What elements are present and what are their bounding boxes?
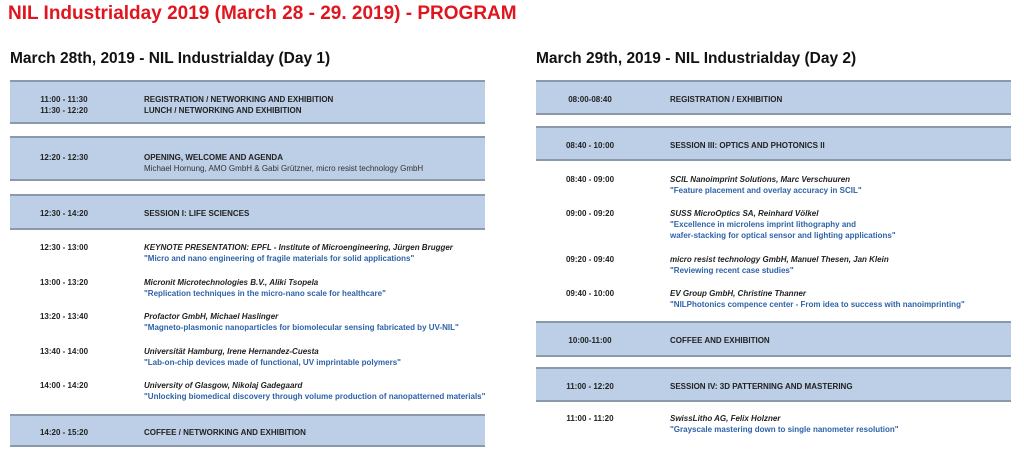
row-time: 10:00-11:00 <box>568 336 612 345</box>
day1-session1-band <box>10 194 485 230</box>
page-title: NIL Industrialday 2019 (March 28 - 29. 2019) - PROGRAM <box>8 3 517 24</box>
talk-speaker: SwissLitho AG, Felix Holzner <box>670 414 781 423</box>
talk-title: "Reviewing recent case studies" <box>670 266 794 275</box>
talk-time: 09:00 - 09:20 <box>565 209 615 218</box>
row-time: 08:40 - 10:00 <box>565 141 615 150</box>
row-time: 08:00-08:40 <box>568 95 612 104</box>
talk-speaker: micro resist technology GmbH, Manuel Thesen, Jan Klein <box>670 255 889 264</box>
row-label: REGISTRATION / NETWORKING AND EXHIBITION <box>144 95 334 104</box>
talk-title: "Micro and nano engineering of fragile materials for solid applications" <box>144 254 415 263</box>
row-label: OPENING, WELCOME AND AGENDA <box>144 153 283 162</box>
talk-time: 13:40 - 14:00 <box>39 347 89 356</box>
talk-speaker: Micronit Microtechnologies B.V., Aliki Tsopela <box>144 278 319 287</box>
row-label: SESSION III: OPTICS AND PHOTONICS II <box>670 141 825 150</box>
talk-title: "Excellence in microlens imprint lithography and <box>670 220 857 229</box>
day1-column <box>10 48 486 437</box>
talk-title: "Replication techniques in the micro-nano scale for healthcare" <box>144 289 386 298</box>
talk-title: "Feature placement and overlay accuracy in SCIL" <box>670 186 862 195</box>
day1-registration-band <box>10 80 485 124</box>
day2-registration-band <box>536 80 1011 115</box>
row-time: 11:30 - 12:20 <box>40 106 88 115</box>
talk-speaker: Profactor GmbH, Michael Haslinger <box>144 312 279 321</box>
row-time: 11:00 - 12:20 <box>566 382 614 391</box>
talk-title: "Lab-on-chip devices made of functional, UV imprintable polymers" <box>144 358 401 367</box>
talk-time: 13:00 - 13:20 <box>39 278 89 287</box>
row-label: LUNCH / NETWORKING AND EXHIBITION <box>144 106 302 115</box>
talk-time: 08:40 - 09:00 <box>565 175 615 184</box>
talk-time: 09:40 - 10:00 <box>565 289 615 298</box>
day1-heading: March 28th, 2019 - NIL Industrialday (Day 1) <box>10 50 331 67</box>
row-time: 12:20 - 12:30 <box>39 153 89 162</box>
day2-session4-band <box>536 367 1011 402</box>
row-label: COFFEE AND EXHIBITION <box>670 336 770 345</box>
talk-time: 14:00 - 14:20 <box>39 381 89 390</box>
day2-session3-band <box>536 126 1011 161</box>
talk-speaker: KEYNOTE PRESENTATION: EPFL - Institute of Microengineering, Jürgen Brugger <box>144 243 453 252</box>
talk-title-line2: wafer-stacking for optical sensor and lighting applications" <box>670 231 896 240</box>
day2-heading: March 29th, 2019 - NIL Industrialday (Day 2) <box>536 50 857 67</box>
row-label: SESSION IV: 3D PATTERNING AND MASTERING <box>670 382 853 391</box>
talk-speaker: SCIL Nanoimprint Solutions, Marc Verschuuren <box>670 175 851 184</box>
talk-title: "Magneto-plasmonic nanoparticles for biomolecular sensing fabricated by UV-NIL" <box>144 323 459 332</box>
day2-coffee-band <box>536 321 1011 357</box>
talk-speaker: SUSS MicroOptics SA, Reinhard Völkel <box>670 209 819 218</box>
day1-coffee-band <box>10 414 485 447</box>
talk-title: "Grayscale mastering down to single nanometer resolution" <box>670 425 899 434</box>
row-time: 14:20 - 15:20 <box>39 428 89 437</box>
row-time: 12:30 - 14:20 <box>39 209 89 218</box>
row-label: REGISTRATION / EXHIBITION <box>670 95 783 104</box>
talk-title: "Unlocking biomedical discovery through volume production of nanopatterned materials" <box>144 392 486 401</box>
talk-title: "NILPhotonics compence center - From idea to success with nanoimprinting" <box>670 300 965 309</box>
talk-time: 09:20 - 09:40 <box>565 255 615 264</box>
day1-opening-band <box>10 136 485 181</box>
talk-time: 11:00 - 11:20 <box>566 414 614 423</box>
talk-speaker: EV Group GmbH, Christine Thanner <box>670 289 807 298</box>
row-time: 11:00 - 11:30 <box>40 95 88 104</box>
row-speakers: Michael Hornung, AMO GmbH & Gabi Grützner, micro resist technology GmbH <box>144 164 424 173</box>
talk-speaker: University of Glasgow, Nikolaj Gadegaard <box>144 381 303 390</box>
talk-time: 12:30 - 13:00 <box>39 243 89 252</box>
day2-column <box>536 48 1011 434</box>
row-label: SESSION I: LIFE SCIENCES <box>144 209 250 218</box>
talk-speaker: Universität Hamburg, Irene Hernandez-Cuesta <box>144 347 319 356</box>
row-label: COFFEE / NETWORKING AND EXHIBITION <box>144 428 306 437</box>
talk-time: 13:20 - 13:40 <box>39 312 89 321</box>
